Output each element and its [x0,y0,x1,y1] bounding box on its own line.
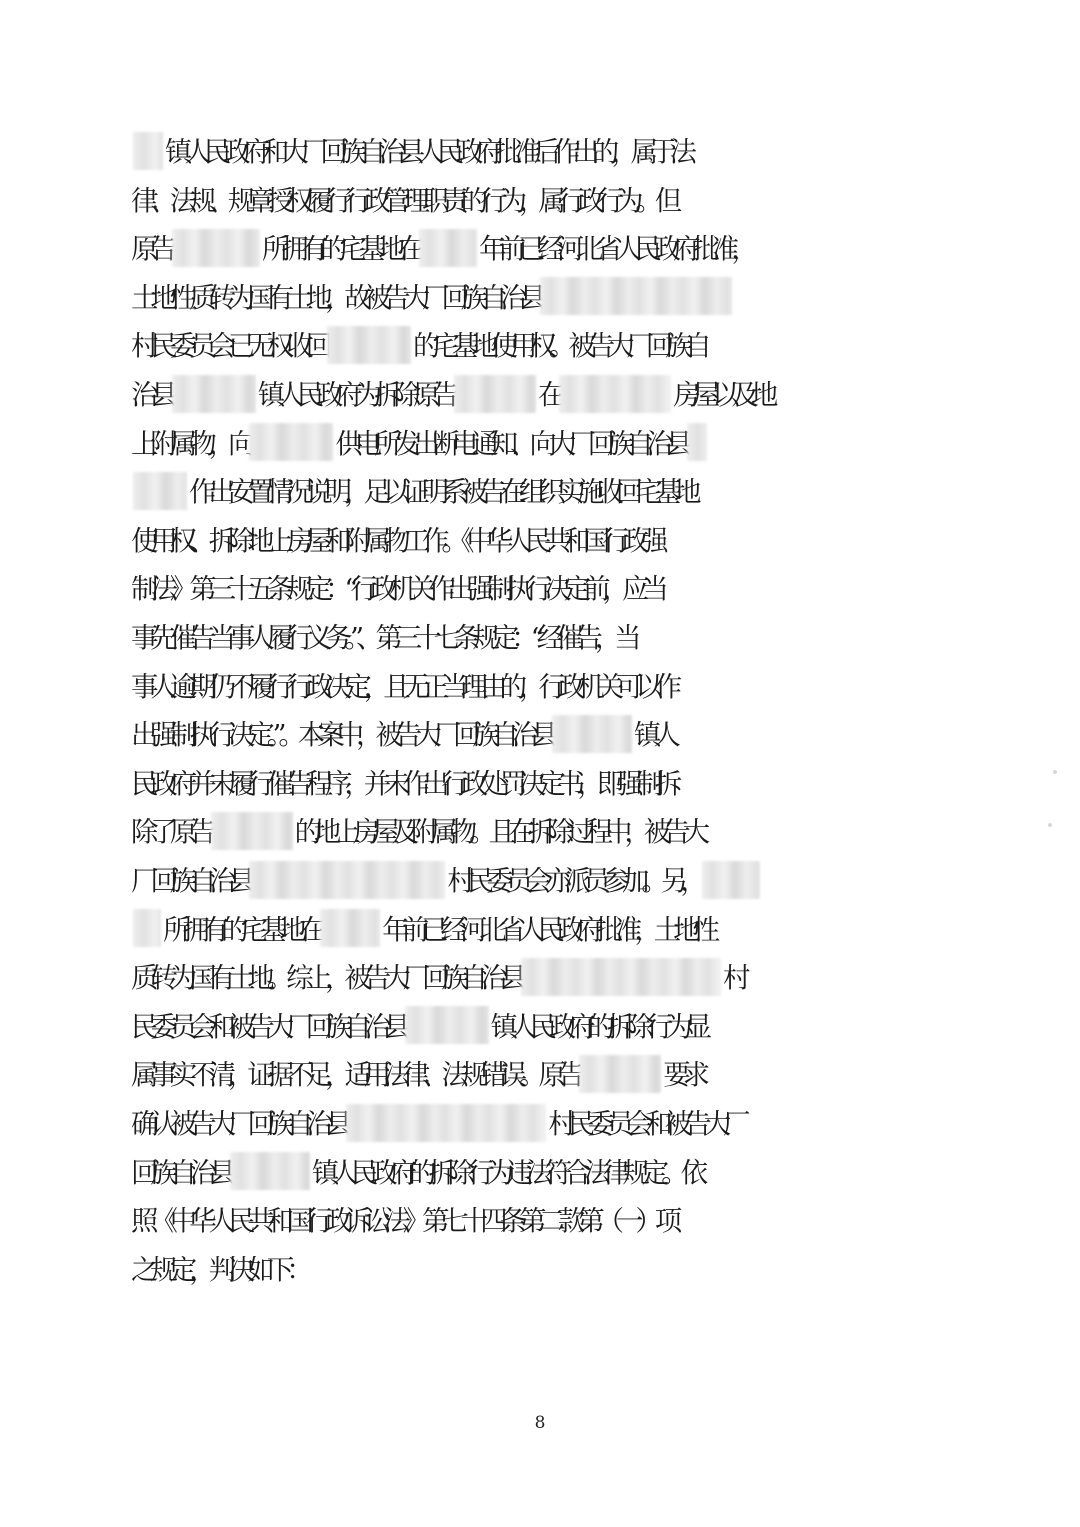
text-segment: 年前已经河北省人民政府批准，土地性 [382,913,713,946]
text-line [131,177,961,225]
redacted-name-mosaic [687,423,707,461]
text-line [131,1100,961,1148]
text-line [131,760,961,808]
text-segment: 事先催告当事人履行义务。”、第三十七条规定：“经催告，当 [131,622,634,654]
text-segment: 照《中华人民共和国行政诉讼法》第七十四条第二款第（一）项 [131,1205,675,1238]
text-segment: 村 [723,962,743,995]
text-line [131,565,961,613]
text-segment: 村民委员会和被告大厂 [548,1108,743,1140]
redacted-name-mosaic [172,229,260,267]
redacted-name-mosaic [552,715,632,753]
redacted-name-mosaic [320,909,380,947]
text-segment: 之规定，判决如下： [131,1253,306,1286]
text-segment: 确认被告大厂回族自治县 [131,1108,345,1140]
text-line [131,128,961,176]
text-segment: 厂回族自治县 [131,865,248,897]
text-segment: 要求 [663,1059,703,1092]
text-segment: 制法》第三十五条规定：“行政机关作出强制执行决定前，应当 [131,573,661,606]
text-segment: 除了原告 [131,816,209,849]
redacted-name-mosaic [133,472,187,510]
text-segment: 镇人民政府的拆除行为显 [490,1010,705,1043]
text-line [131,1003,961,1051]
text-segment: 村民委员会亦派员参加。另， [447,865,700,897]
text-segment: 镇人 [634,719,673,752]
text-segment: 土地性质转为国有土地，故被告大厂回族自治县 [131,281,539,314]
text-line [131,663,961,711]
text-line [131,614,961,662]
text-line [131,371,961,419]
text-segment: 上附属物，向 [131,427,248,460]
text-segment: 治县 [131,379,170,411]
redacted-name-mosaic [133,909,161,947]
text-segment: 律、法规、规章授权履行行政管理职责的行为，属行政行为。但 [131,184,675,217]
text-segment: 所拥有的宅基地在 [261,233,418,266]
text-segment: 使用权、拆除地上房屋和附属物工作。《中华人民共和国行政强 [131,524,661,557]
redacted-name-mosaic [579,1055,661,1093]
text-line [131,1246,961,1294]
text-segment: 作出安置情况说明，足以证明系被告在组织实施收回宅基地 [189,476,694,509]
redacted-name-mosaic [327,326,411,364]
redacted-name-mosaic [405,1006,489,1044]
text-segment: 事人逾期仍不履行行政决定，且无正当理由的，行政机关可以作 [131,670,675,703]
redacted-name-mosaic [346,1104,546,1142]
text-segment: 年前已经河北省人民政府批准， [479,233,751,266]
redacted-name-mosaic [419,229,477,267]
redacted-name-mosaic [454,375,536,413]
text-segment: 供电所发出断电通知、向大厂回族自治县 [335,427,685,460]
text-line [131,468,961,516]
text-segment: 所拥有的宅基地在 [163,913,319,946]
text-segment: 民委员会和被告大厂回族自治县 [131,1010,403,1043]
text-segment: 在 [537,379,558,411]
text-segment: 镇人民政府和大厂回族自治县人民政府批准后作出的，属于法 [165,136,689,168]
redacted-name-mosaic [133,132,163,170]
text-segment: 回族自治县 [131,1156,228,1189]
text-line [131,420,961,468]
redacted-name-mosaic [172,375,256,413]
text-segment: 镇人民政府为拆除原告 [257,379,452,411]
redacted-name-mosaic [249,423,333,461]
text-segment: 的地上房屋及附属物。且在拆除过程中，被告大 [294,816,703,849]
text-segment: 的宅基地使用权。被告大厂回族自 [413,330,704,363]
redacted-name-mosaic [230,1152,310,1190]
scan-speck [1048,823,1052,827]
text-line [131,517,961,565]
redacted-name-mosaic [249,861,445,899]
text-line [131,274,961,322]
text-segment: 原告 [131,233,170,266]
text-line [131,1149,961,1197]
redacted-name-mosaic [702,861,760,899]
redacted-name-mosaic [559,375,671,413]
text-line [131,808,961,856]
text-segment: 出强制执行决定。”。本案中，被告大厂回族自治县 [131,719,551,752]
page-number: 8 [534,1413,546,1433]
scan-speck [1053,770,1057,774]
text-segment: 房屋以及地 [673,379,771,411]
text-line [131,1051,961,1099]
text-line [131,711,961,759]
text-segment: 村民委员会已无权收回 [131,330,325,363]
text-line [131,857,961,905]
text-segment: 质转为国有土地。综上，被告大厂回族自治县 [131,962,519,995]
text-segment: 民政府并未履行催告程序，并未作出行政处罚决定书，即强制拆 [131,767,675,800]
redacted-name-mosaic [540,277,732,315]
redacted-name-mosaic [521,958,721,996]
text-line [131,906,961,954]
text-line [131,322,961,370]
text-segment: 镇人民政府的拆除行为违法符合法律规定。依 [312,1156,700,1189]
text-line [131,1197,961,1245]
redacted-name-mosaic [211,812,293,850]
text-segment: 属事实不清，证据不足，适用法律、法规错误。原告 [131,1059,578,1092]
text-line [131,225,961,273]
text-line [131,954,961,1002]
